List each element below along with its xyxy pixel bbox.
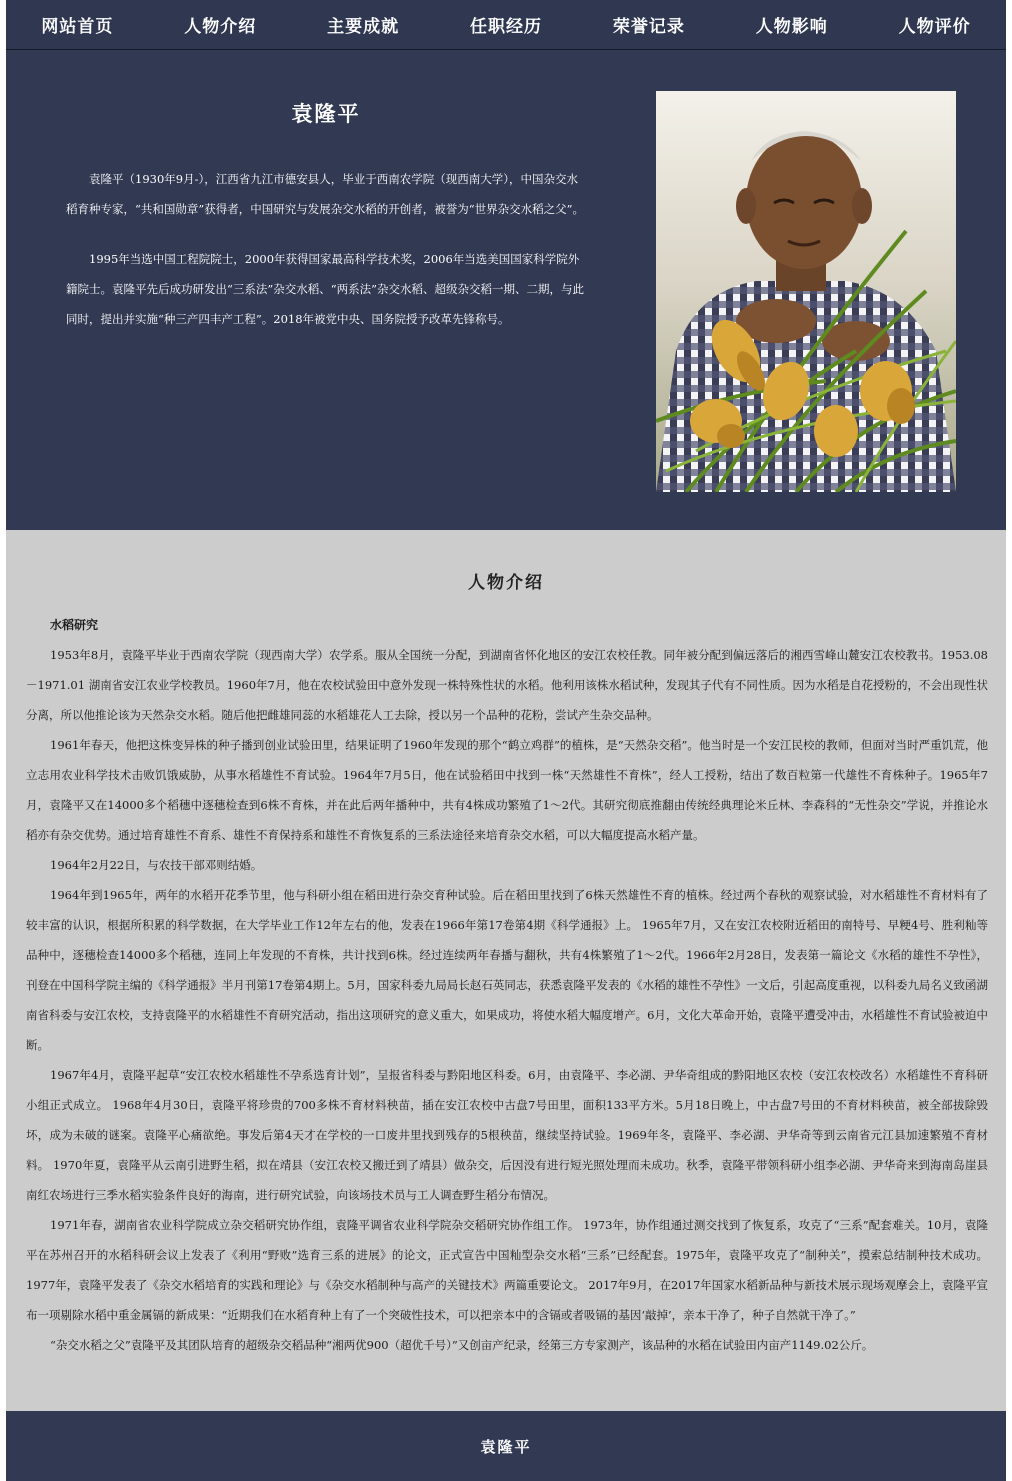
intro-title: 人物介绍	[468, 573, 544, 593]
intro-paragraph: 1964年2月22日，与农技干部邓则结婚。	[50, 858, 263, 872]
nav-home[interactable]: 网站首页	[41, 17, 114, 37]
nav-career[interactable]: 任职经历	[470, 17, 542, 37]
hero-section	[6, 50, 1006, 530]
intro-paragraph: 1964年到1965年，两年的水稻开花季节里，他与科研小组在稻田进行杂交育种试验。后在稻田里找到了6株天然雄性不育的植株。经过两个春秋的观察试验，对水稻雄性不育材料有了较丰富的认识，根据所积累的科学数据，在大学毕业工作12年左右的他，发表在1966年第17卷第4期《科学通报》上。 1965年7月，又在安江农校附近稻田的南特号、早粳4号、胜利籼等品种中，逐穗检查14000多个稻穗，连同上年发现的不育株，共计找到6株。经过连续两年春播与翻秋，共有4株繁殖了1～2代。1966年2月28日，发表第一篇论文《水稻的雄性不孕性》，刊登在中国科学院主编的《科学通报》半月刊第17卷第4期上。5月，国家科委九局局长赵石英同志，获悉袁隆平发表的《水稻的雄性不孕性》一文后，引起高度重视，以科委九局名义致函湖南省科委与安江农校，支持袁隆平的水稻雄性不育研究活动，指出这项研究的意义重大，如果成功，将使水稻大幅度增产。6月，文化大革命开始，袁隆平遭受冲击，水稻雄性不育试验被迫中断。	[26, 888, 988, 1052]
hero-paragraph: 袁隆平（1930年9月-），江西省九江市德安县人，毕业于西南农学院（现西南大学），中国杂交水稻育种专家，“共和国勋章”获得者，中国研究与发展杂交水稻的开创者，被誉为“世界杂交水稻之父”。	[66, 172, 585, 216]
hero-title: 袁隆平	[291, 101, 361, 126]
top-nav	[6, 0, 1006, 50]
intro-paragraph: 1953年8月，袁隆平毕业于西南农学院（现西南大学）农学系。服从全国统一分配，到湖南省怀化地区的安江农校任教。同年被分配到偏远落后的湘西雪峰山麓安江农校教书。1953.08－1971.01 湖南省安江农业学校教员。1960年7月，他在农校试验田中意外发现一株特殊性状的水稻。他利用该株水稻试种，发现其子代有不同性质。因为水稻是自花授粉的，不会出现性状分离，所以他推论该为天然杂交水稻。随后他把雌雄同蕊的水稻雄花人工去除，授以另一个品种的花粉，尝试产生杂交品种。	[26, 648, 988, 722]
intro-paragraph: “杂交水稻之父”袁隆平及其团队培育的超级杂交稻品种“湘两优900（超优千号）”又创亩产纪录，经第三方专家测产，该品种的水稻在试验田内亩产1149.02公斤。	[50, 1338, 874, 1352]
footer-text: 袁隆平	[480, 1437, 532, 1456]
intro-paragraph: 1967年4月，袁隆平起草“安江农校水稻雄性不孕系选育计划”，呈报省科委与黔阳地区科委。6月，由袁隆平、李必湖、尹华奇组成的黔阳地区农校（安江农校改名）水稻雄性不育科研小组正式成立。 1968年4月30日，袁隆平将珍贵的700多株不育材料秧苗，插在安江农校中古盘7号田里，面积133平方米。5月18日晚上，中古盘7号田的不育材料秧苗，被全部拔除毁坏，成为未破的谜案。袁隆平心痛欲绝。事发后第4天才在学校的一口废井里找到残存的5根秧苗，继续坚持试验。1969年冬，袁隆平、李必湖、尹华奇等到云南省元江县加速繁殖不育材料。 1970年夏，袁隆平从云南引进野生稻，拟在靖县（安江农校又搬迁到了靖县）做杂交，后因没有进行短光照处理而未成功。秋季，袁隆平带领科研小组李必湖、尹华奇来到海南岛崖县南红农场进行三季水稻实验条件良好的海南，进行研究试验，向该场技术员与工人调查野生稻分布情况。	[26, 1068, 988, 1202]
nav-evaluation[interactable]: 人物评价	[898, 17, 971, 37]
hero-paragraph: 1995年当选中国工程院院士，2000年获得国家最高科学技术奖，2006年当选美国国家科学院外籍院士。袁隆平先后成功研发出“三系法”杂交水稻、“两系法”杂交水稻、超级杂交稻一期、二期，与此同时，提出并实施“种三产四丰产工程”。2018年被党中央、国务院授予改革先锋称号。	[66, 252, 585, 326]
nav-intro[interactable]: 人物介绍	[184, 17, 257, 37]
nav-achievements[interactable]: 主要成就	[327, 17, 400, 37]
intro-subtitle: 水稻研究	[50, 618, 99, 632]
intro-body	[26, 610, 988, 1360]
intro-section	[6, 530, 1006, 1411]
intro-paragraph: 1961年春天，他把这株变异株的种子播到创业试验田里，结果证明了1960年发现的那个“鹤立鸡群”的植株，是“天然杂交稻”。他当时是一个安江民校的教师，但面对当时严重饥荒，他立志用农业科学技术击败饥饿威胁，从事水稻雄性不育试验。1964年7月5日，他在试验稻田中找到一株“天然雄性不育株”，经人工授粉，结出了数百粒第一代雄性不育株种子。1965年7月，袁隆平又在14000多个稻穗中逐穗检查到6株不育株，并在此后两年播种中，共有4株成功繁殖了1～2代。其研究彻底推翻由传统经典理论米丘林、李森科的“无性杂交”学说，并推论水稻亦有杂交优势。通过培育雄性不育系、雄性不育保持系和雄性不育恢复系的三系法途径来培育杂交水稻，可以大幅度提高水稻产量。	[26, 738, 988, 842]
page	[6, 0, 1006, 1481]
intro-paragraph: 1971年春，湖南省农业科学院成立杂交稻研究协作组，袁隆平调省农业科学院杂交稻研究协作组工作。 1973年，协作组通过测交找到了恢复系，攻克了“三系”配套难关。10月，袁隆平在苏州召开的水稻科研会议上发表了《利用“野败”选育三系的进展》的论文，正式宣告中国籼型杂交水稻“三系”已经配套。1975年，袁隆平攻克了“制种关”，摸索总结制种技术成功。 1977年，袁隆平发表了《杂交水稻培育的实践和理论》与《杂交水稻制种与高产的关键技术》两篇重要论文。 2017年9月，在2017年国家水稻新品种与新技术展示现场观摩会上，袁隆平宣布一项剔除水稻中重金属镉的新成果：“近期我们在水稻育种上有了一个突破性技术，可以把亲本中的含镉或者吸镉的基因‘敲掉’，亲本干净了，种子自然就干净了。”	[26, 1218, 988, 1322]
hero-summary	[66, 164, 586, 354]
nav-honors[interactable]: 荣誉记录	[612, 17, 685, 37]
portrait-photo	[656, 91, 956, 492]
footer	[6, 1411, 1006, 1481]
nav-influence[interactable]: 人物影响	[755, 17, 828, 37]
